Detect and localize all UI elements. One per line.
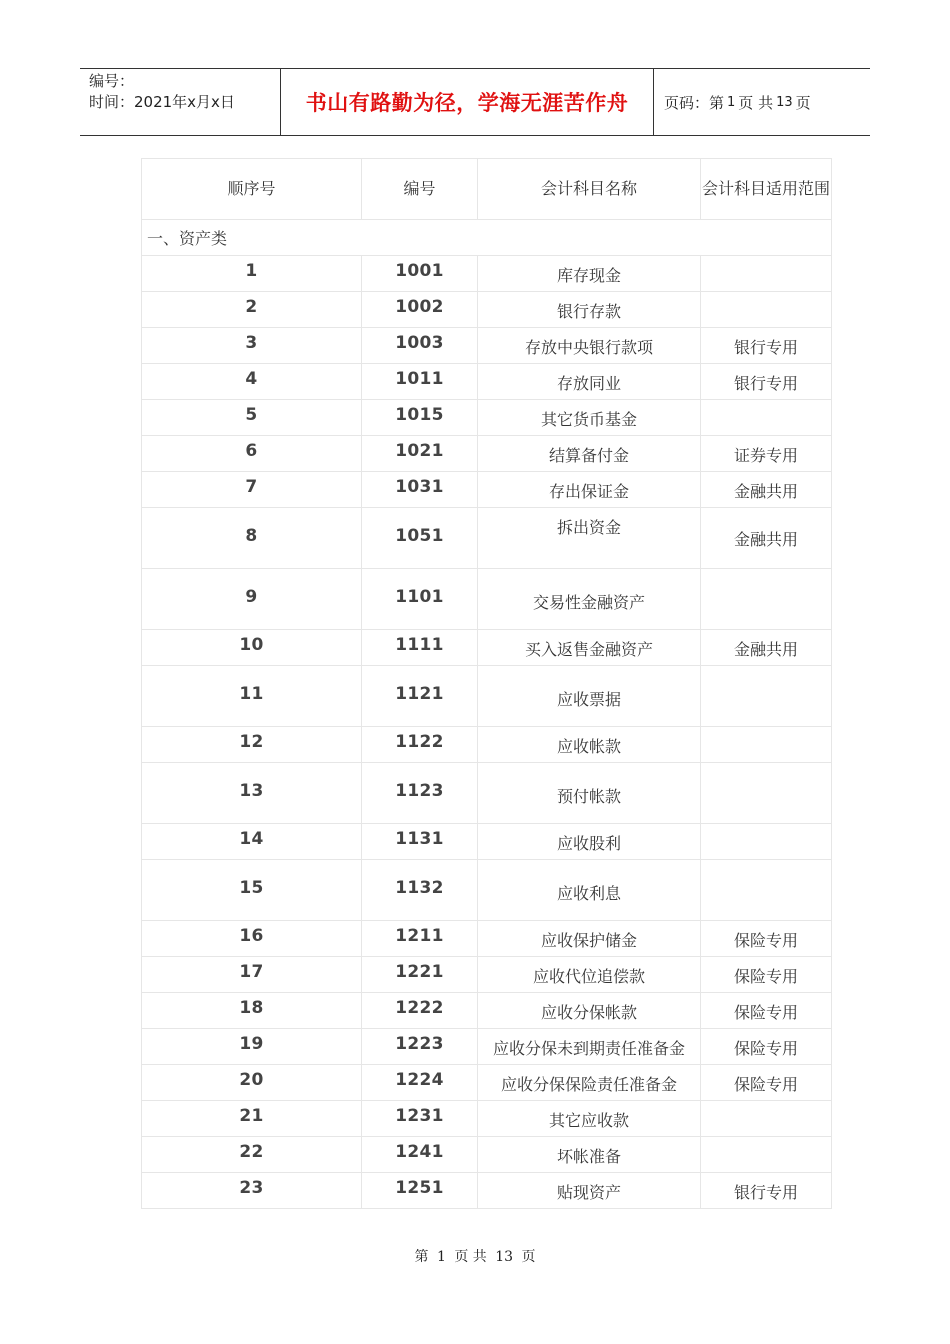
seq-cell [142, 364, 362, 400]
page-total: 13 [776, 94, 793, 110]
table-row [142, 860, 832, 921]
code-cell [362, 1173, 478, 1209]
table-row [142, 472, 832, 508]
code-cell [362, 472, 478, 508]
table-row [142, 957, 832, 993]
name-cell [478, 364, 701, 400]
table-row [142, 630, 832, 666]
code-cell [362, 256, 478, 292]
scope-cell [701, 1137, 832, 1173]
table-row [142, 1137, 832, 1173]
code-cell-text: 1131 [395, 829, 444, 849]
seq-cell-text: 21 [239, 1106, 264, 1126]
page-mid: 页 共 [738, 93, 774, 112]
code-cell-text: 1121 [395, 684, 444, 704]
scope-cell [701, 630, 832, 666]
seq-cell-text: 22 [239, 1142, 264, 1162]
scope-cell [701, 860, 832, 921]
code-cell-text: 1223 [395, 1034, 444, 1054]
seq-cell [142, 763, 362, 824]
code-cell-text: 1101 [395, 587, 444, 607]
name-cell [478, 666, 701, 727]
scope-cell [701, 957, 832, 993]
name-cell [478, 436, 701, 472]
code-cell-text: 1132 [395, 878, 444, 898]
footer-suffix: 页 [521, 1249, 536, 1265]
code-cell-text: 1015 [395, 405, 444, 425]
scope-cell-text: 金融共用 [733, 640, 798, 659]
name-cell-text: 预付帐款 [556, 787, 621, 806]
scope-cell-text: 保险专用 [733, 1075, 798, 1094]
name-cell [478, 472, 701, 508]
name-cell-text: 其它应收款 [548, 1111, 629, 1130]
table-row [142, 292, 832, 328]
motto-text: 书山有路勤为径，学海无涯苦作舟 [305, 90, 629, 115]
name-cell-text: 其它货币基金 [540, 410, 637, 429]
seq-cell [142, 400, 362, 436]
seq-cell-text: 1 [245, 261, 258, 281]
table-row [142, 666, 832, 727]
page-header [80, 68, 870, 136]
header-code: 编号 [362, 159, 478, 220]
name-cell [478, 921, 701, 957]
code-cell [362, 508, 478, 569]
code-cell-text: 1031 [395, 477, 444, 497]
seq-cell [142, 957, 362, 993]
code-cell [362, 763, 478, 824]
scope-cell [701, 1029, 832, 1065]
time-label: 时间：2021年x月x日 [89, 93, 235, 111]
seq-cell [142, 727, 362, 763]
name-cell [478, 1065, 701, 1101]
code-cell-text: 1211 [395, 926, 444, 946]
seq-cell-text: 15 [239, 878, 264, 898]
name-cell-text: 存放中央银行款项 [524, 338, 653, 357]
footer-page-number: 1 [436, 1249, 446, 1265]
scope-cell-text: 金融共用 [733, 530, 798, 549]
table-row [142, 763, 832, 824]
name-cell-text: 坏帐准备 [556, 1147, 621, 1166]
seq-cell [142, 666, 362, 727]
name-cell-text: 应收股利 [556, 834, 621, 853]
scope-cell-text: 保险专用 [733, 1003, 798, 1022]
code-cell-text: 1011 [395, 369, 444, 389]
code-cell-text: 1222 [395, 998, 444, 1018]
scope-cell [701, 364, 832, 400]
seq-cell-text: 9 [245, 587, 258, 607]
table-row [142, 569, 832, 630]
name-cell [478, 630, 701, 666]
header-meta [80, 69, 281, 135]
accounts-table [141, 158, 832, 1209]
seq-cell [142, 630, 362, 666]
seq-cell [142, 993, 362, 1029]
table-row [142, 1029, 832, 1065]
name-cell-text: 拆出资金 [556, 518, 621, 537]
code-cell [362, 921, 478, 957]
code-cell-text: 1051 [395, 526, 444, 546]
seq-cell-text: 5 [245, 405, 258, 425]
name-cell-text: 应收保护储金 [540, 931, 637, 950]
name-cell-text: 库存现金 [556, 266, 621, 285]
table-row [142, 921, 832, 957]
scope-cell [701, 1101, 832, 1137]
seq-cell-text: 13 [239, 781, 264, 801]
scope-cell-text: 银行专用 [733, 1183, 798, 1202]
seq-cell-text: 3 [245, 333, 258, 353]
scope-cell [701, 508, 832, 569]
scope-cell-text: 保险专用 [733, 931, 798, 950]
code-cell [362, 1137, 478, 1173]
scope-cell [701, 727, 832, 763]
code-cell [362, 860, 478, 921]
seq-cell-text: 19 [239, 1034, 264, 1054]
scope-cell [701, 921, 832, 957]
seq-cell [142, 508, 362, 569]
name-cell [478, 860, 701, 921]
header-seq: 顺序号 [142, 159, 362, 220]
seq-cell [142, 860, 362, 921]
table-row [142, 1101, 832, 1137]
page-number: 1 [727, 94, 736, 110]
name-cell [478, 400, 701, 436]
name-cell-text: 存放同业 [556, 374, 621, 393]
table-row [142, 824, 832, 860]
footer-prefix: 第 [414, 1249, 429, 1265]
scope-cell-text: 银行专用 [733, 338, 798, 357]
name-cell-text: 存出保证金 [548, 482, 629, 501]
seq-cell-text: 6 [245, 441, 258, 461]
scope-cell [701, 328, 832, 364]
scope-cell [701, 666, 832, 727]
scope-cell [701, 400, 832, 436]
scope-cell [701, 436, 832, 472]
code-cell-text: 1001 [395, 261, 444, 281]
scope-cell-text: 金融共用 [733, 482, 798, 501]
code-cell [362, 630, 478, 666]
code-cell [362, 957, 478, 993]
code-cell [362, 727, 478, 763]
name-cell [478, 993, 701, 1029]
name-cell-text: 应收帐款 [556, 737, 621, 756]
scope-cell [701, 472, 832, 508]
name-cell [478, 824, 701, 860]
table-row [142, 1065, 832, 1101]
seq-cell-text: 23 [239, 1178, 264, 1198]
code-cell-text: 1003 [395, 333, 444, 353]
code-cell [362, 292, 478, 328]
name-cell-text: 银行存款 [556, 302, 621, 321]
seq-cell [142, 824, 362, 860]
name-cell-text: 应收利息 [556, 884, 621, 903]
table-row [142, 328, 832, 364]
name-cell-text: 结算备付金 [548, 446, 629, 465]
seq-cell-text: 20 [239, 1070, 264, 1090]
code-cell [362, 400, 478, 436]
code-cell-text: 1123 [395, 781, 444, 801]
scope-cell [701, 256, 832, 292]
seq-cell-text: 11 [239, 684, 264, 704]
page-suffix: 页 [795, 93, 811, 112]
scope-cell [701, 1065, 832, 1101]
scope-cell [701, 993, 832, 1029]
scope-cell-text: 银行专用 [733, 374, 798, 393]
code-cell [362, 666, 478, 727]
code-cell-text: 1251 [395, 1178, 444, 1198]
table-row [142, 256, 832, 292]
table-row [142, 436, 832, 472]
footer-page-total: 13 [495, 1249, 514, 1265]
name-cell-text: 买入返售金融资产 [524, 640, 653, 659]
code-cell [362, 993, 478, 1029]
name-cell-text: 应收票据 [556, 690, 621, 709]
header-name: 会计科目名称 [478, 159, 701, 220]
code-cell [362, 824, 478, 860]
table-header-row [142, 159, 832, 220]
seq-cell-text: 17 [239, 962, 264, 982]
name-cell-text: 贴现资产 [556, 1183, 621, 1202]
code-cell-text: 1002 [395, 297, 444, 317]
seq-cell [142, 436, 362, 472]
header-motto-cell [281, 69, 654, 135]
scope-cell [701, 292, 832, 328]
name-cell [478, 1029, 701, 1065]
seq-cell-text: 7 [245, 477, 258, 497]
code-cell [362, 1029, 478, 1065]
name-cell [478, 508, 701, 569]
header-scope: 会计科目适用范围 [701, 159, 832, 220]
name-cell [478, 763, 701, 824]
code-cell [362, 1101, 478, 1137]
seq-cell [142, 1065, 362, 1101]
seq-cell [142, 472, 362, 508]
serial-label: 编号： [89, 72, 135, 90]
scope-cell [701, 1173, 832, 1209]
name-cell-text: 应收代位追偿款 [532, 967, 645, 986]
name-cell [478, 1173, 701, 1209]
name-cell [478, 957, 701, 993]
scope-cell-text: 保险专用 [733, 1039, 798, 1058]
table-row [142, 1173, 832, 1209]
seq-cell [142, 256, 362, 292]
name-cell-text: 应收分保帐款 [540, 1003, 637, 1022]
seq-cell [142, 1173, 362, 1209]
code-cell-text: 1241 [395, 1142, 444, 1162]
code-cell [362, 364, 478, 400]
category-row [142, 220, 832, 256]
seq-cell [142, 1029, 362, 1065]
scope-cell [701, 763, 832, 824]
code-cell [362, 1065, 478, 1101]
table-row [142, 993, 832, 1029]
page-footer [0, 1246, 950, 1266]
code-cell-text: 1224 [395, 1070, 444, 1090]
scope-cell-text: 证券专用 [733, 446, 798, 465]
seq-cell [142, 328, 362, 364]
code-cell-text: 1231 [395, 1106, 444, 1126]
code-cell [362, 436, 478, 472]
code-cell-text: 1221 [395, 962, 444, 982]
name-cell [478, 727, 701, 763]
header-page-info [654, 69, 870, 135]
code-cell-text: 1021 [395, 441, 444, 461]
scope-cell [701, 569, 832, 630]
name-cell [478, 1137, 701, 1173]
seq-cell [142, 292, 362, 328]
seq-cell [142, 1101, 362, 1137]
seq-cell-text: 4 [245, 369, 258, 389]
name-cell [478, 256, 701, 292]
name-cell-text: 交易性金融资产 [532, 593, 645, 612]
name-cell [478, 1101, 701, 1137]
table-row [142, 364, 832, 400]
seq-cell-text: 18 [239, 998, 264, 1018]
code-cell [362, 328, 478, 364]
name-cell [478, 569, 701, 630]
seq-cell-text: 2 [245, 297, 258, 317]
seq-cell-text: 8 [245, 526, 258, 546]
seq-cell-text: 10 [239, 635, 264, 655]
table-row [142, 400, 832, 436]
code-cell [362, 569, 478, 630]
table-row [142, 727, 832, 763]
scope-cell [701, 824, 832, 860]
page-prefix: 页码：第 [664, 93, 725, 112]
seq-cell-text: 12 [239, 732, 264, 752]
name-cell-text: 应收分保未到期责任准备金 [492, 1039, 685, 1058]
seq-cell [142, 569, 362, 630]
code-cell-text: 1111 [395, 635, 444, 655]
code-cell-text: 1122 [395, 732, 444, 752]
name-cell [478, 328, 701, 364]
seq-cell [142, 921, 362, 957]
seq-cell-text: 16 [239, 926, 264, 946]
name-cell-text: 应收分保保险责任准备金 [500, 1075, 677, 1094]
seq-cell-text: 14 [239, 829, 264, 849]
scope-cell-text: 保险专用 [733, 967, 798, 986]
category-label: 一、资产类 [142, 220, 832, 256]
table-row [142, 508, 832, 569]
footer-mid: 页 共 [454, 1249, 487, 1265]
name-cell [478, 292, 701, 328]
seq-cell [142, 1137, 362, 1173]
